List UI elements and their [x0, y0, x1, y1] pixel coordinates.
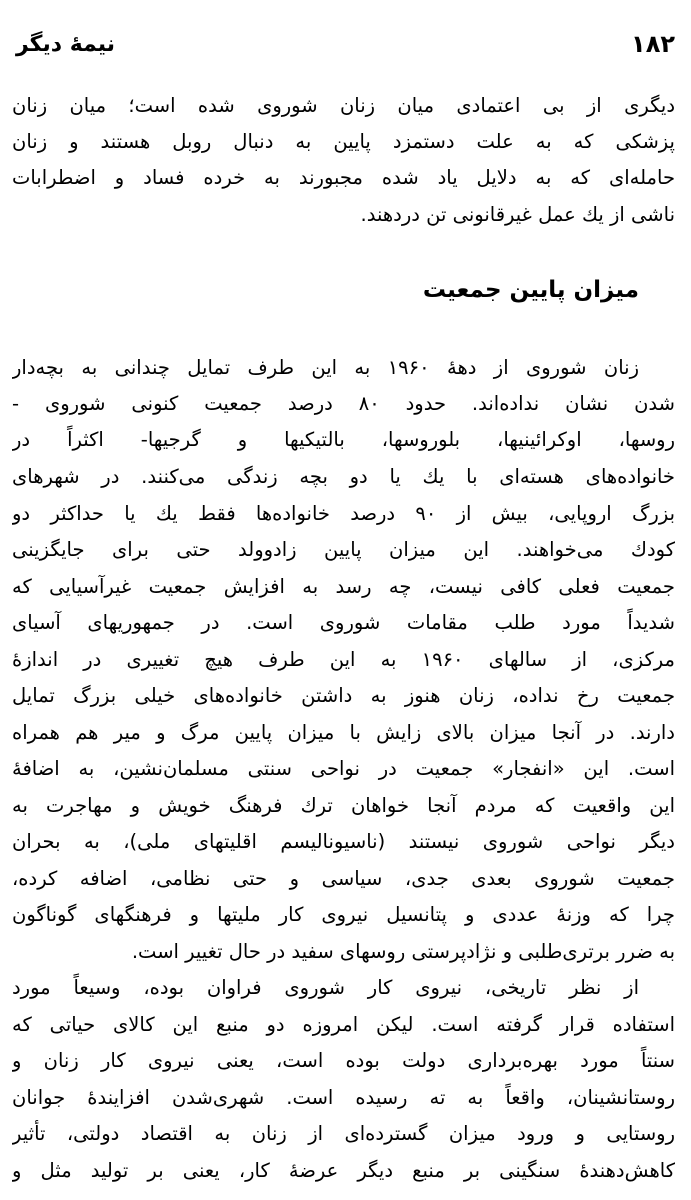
text-line: مرکزی، از سالهای ۱۹۶۰ به این طرف هیچ تغییری در اندازهٔ [12, 648, 675, 671]
text-line: چرا که وزنهٔ عددی و پتانسیل نیروی کار ملیتها و فرهنگهای گوناگون [12, 903, 675, 926]
text-line: حامله‌ای که به دلایل یاد شده مجبورند به خرده فساد و اضطرابات [12, 166, 675, 189]
text-line: دیگر نواحی شوروی نیستند (ناسیونالیسم اقلیتهای ملی)، به بحران [12, 830, 675, 853]
text-line: خانواده‌های هسته‌ای با یك یا دو بچه زندگی می‌کنند. در شهرهای [12, 465, 675, 488]
text-line: شدیداً مورد طلب مقامات شوروی است. در جمهوریهای آسیای [12, 611, 675, 634]
text-line: ناشی از یك عمل غیرقانونی تن دردهند. [360, 203, 675, 226]
text-line: سنتاً مورد بهره‌برداری دولت بوده است، یعنی نیروی کار زنان و [12, 1049, 675, 1072]
text-line: استفاده قرار گرفته است. لیکن امروزه دو منبع این کالای حیاتی که [12, 1013, 675, 1036]
text-line: است. این «انفجار» جمعیت در نواحی سنتی مسلمان‌نشین، به اضافهٔ [12, 757, 675, 780]
text-line: کودك می‌خواهند. این میزان پایین زادوولد حتی برای جایگزینی [12, 538, 675, 561]
text-line: از نظر تاریخی، نیروی کار شوروی فراوان بوده، وسیعاً مورد [12, 976, 639, 999]
text-line: روستانشینان، واقعاً به ته رسیده است. شهری‌شدن افزایندهٔ جوانان [12, 1086, 675, 1109]
text-line: شدن نشان نداده‌اند. حدود ۸۰ درصد جمعیت کنونی شوروی - [12, 392, 675, 415]
text-line: به ضرر برتری‌طلبی و نژادپرستی روسهای سفید در حال تغییر است. [131, 940, 675, 963]
text-line: روستایی و ورود میزان گسترده‌ای از زنان به اقتصاد دولتی، تأثیر [12, 1122, 675, 1145]
text-line: بزرگ اروپایی، بیش از ۹۰ درصد خانواده‌ها فقط یك یا حداکثر دو [12, 502, 675, 525]
text-line: کاهش‌دهندهٔ سنگینی بر منبع دیگر عرضهٔ کار، یعنی بر تولید مثل و [12, 1159, 675, 1182]
page-number: ۱۸۲ [631, 30, 675, 58]
section-heading: میزان پایین جمعیت [422, 277, 639, 303]
running-title: نیمهٔ دیگر [16, 31, 116, 57]
text-line: روسها، اوکرائینیها، بلوروسها، بالتیکیها و گرجیها- اکثراً در [12, 428, 675, 451]
page-header [16, 24, 675, 64]
text-line: این واقعیت که مردم آنجا خواهان ترك فرهنگ خویش و مهاجرت به [12, 794, 675, 817]
text-line: جمعیت رخ نداده، زنان هنوز به داشتن خانواده‌های خیلی بزرگ تمایل [12, 684, 675, 707]
text-line: پزشکی که به علت دستمزد پایین به دنبال روبل هستند و زنان [12, 130, 675, 153]
text-line: دارند. در آنجا میزان بالای زایش با میزان پایین مرگ و میر هم همراه [12, 721, 675, 744]
text-line: جمعیت شوروی بعدی جدی، سیاسی و حتی نظامی، اضافه کرده، [12, 867, 675, 890]
text-line: جمعیت فعلی کافی نیست، چه رسد به افزایش جمعیت غیرآسیایی که [12, 575, 675, 598]
text-line: دیگری از بی اعتمادی میان زنان شوروی شده است؛ میان زنان [12, 94, 675, 117]
text-line: زنان شوروی از دههٔ ۱۹۶۰ به این طرف تمایل چندانی به بچه‌دار [12, 356, 639, 379]
